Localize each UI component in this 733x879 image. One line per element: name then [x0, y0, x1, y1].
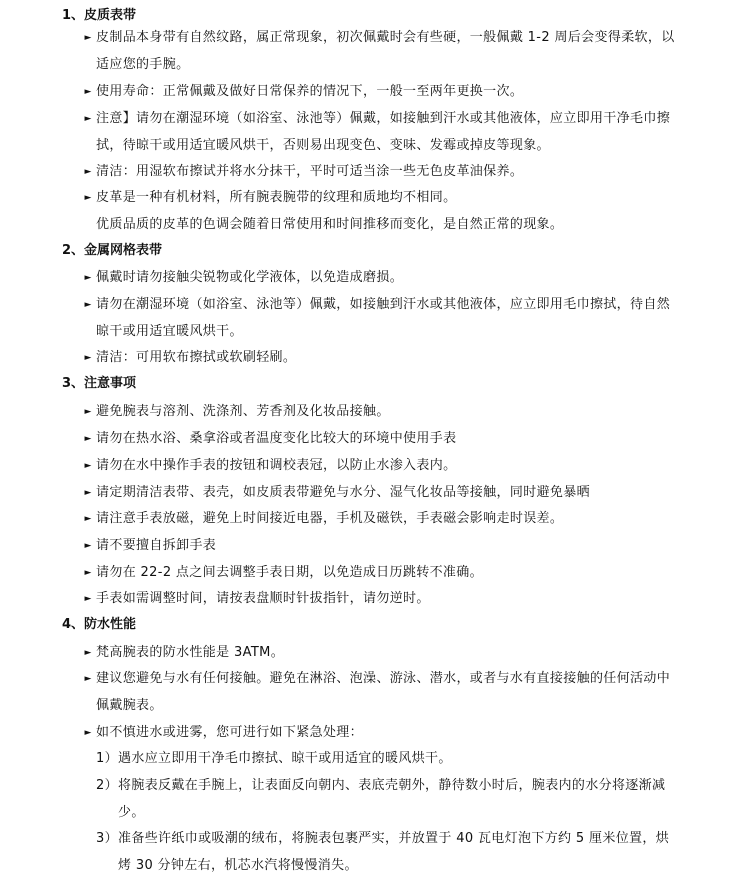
triangle-right-icon: ►	[84, 460, 92, 471]
triangle-right-icon: ►	[84, 513, 92, 524]
triangle-right-icon: ►	[84, 406, 92, 417]
triangle-right-icon: ►	[84, 540, 92, 551]
section-heading-precautions: 3、注意事项	[62, 376, 137, 391]
triangle-right-icon: ►	[84, 487, 92, 498]
triangle-right-icon: ►	[84, 166, 92, 177]
list-item: ► 请不要擅自拆卸手表	[80, 532, 680, 559]
list-item: ► 梵高腕表的防水性能是 3ATM。	[80, 639, 680, 666]
list-item: ► 皮制品本身带有自然纹路，属正常现象，初次佩戴时会有些硬，一般佩戴 1-2 周后会变得柔软，以适应您的手腕。	[80, 24, 680, 78]
list-item: ► 请勿在潮湿环境（如浴室、泳池等）佩戴，如接触到汗水或其他液体，应立即用毛巾擦拭，待自然晾干或用适宜暖风烘干。	[80, 291, 680, 345]
list-item: ► 避免腕表与溶剂、洗涤剂、芳香剂及化妆品接触。	[80, 398, 680, 425]
triangle-right-icon: ►	[84, 32, 92, 43]
list-item: ► 清洁：可用软布擦拭或软刷轻刷。	[80, 344, 680, 371]
triangle-right-icon: ►	[84, 299, 92, 310]
emergency-step: 3） 准备些许纸巾或吸潮的绒布，将腕表包裹严实，并放置于 40 瓦电灯泡下方约 5 厘米位置，烘烤 30 分钟左右，机芯水汽将慢慢消失。	[96, 831, 670, 873]
triangle-right-icon: ►	[84, 272, 92, 283]
triangle-right-icon: ►	[84, 567, 92, 578]
emergency-step: 2） 将腕表反戴在手腕上，让表面反向朝内、表底壳朝外，静待数小时后，腕表内的水分将逐渐减少。	[96, 778, 666, 820]
section-heading-leather-strap: 1、皮质表带	[62, 8, 137, 23]
list-item: ► 请勿在 22-2 点之间去调整手表日期，以免造成日历跳转不准确。	[80, 559, 680, 586]
triangle-right-icon: ►	[84, 433, 92, 444]
triangle-right-icon: ►	[84, 727, 92, 738]
triangle-right-icon: ►	[84, 86, 92, 97]
list-item: ► 手表如需调整时间，请按表盘顺时针拔指针，请勿逆时。	[80, 585, 680, 612]
triangle-right-icon: ►	[84, 352, 92, 363]
section-heading-metal-mesh-strap: 2、金属网格表带	[62, 243, 163, 258]
list-item: ► 请勿在水中操作手表的按钮和调校表冠，以防止水渗入表内。	[80, 452, 680, 479]
list-item: ► 佩戴时请勿接触尖锐物或化学液体，以免造成磨损。	[80, 264, 680, 291]
section-heading-water-resistance: 4、防水性能	[62, 617, 137, 632]
triangle-right-icon: ►	[84, 192, 92, 203]
list-item: ► 如不慎进水或进雾，您可进行如下紧急处理：	[80, 719, 680, 746]
triangle-right-icon: ►	[84, 593, 92, 604]
list-item: ► 请勿在热水浴、桑拿浴或者温度变化比较大的环境中使用手表	[80, 425, 680, 452]
list-item: ► 注意】请勿在潮湿环境（如浴室、泳池等）佩戴，如接触到汗水或其他液体，应立即用干净毛巾擦拭，待晾干或用适宜暖风烘干，否则易出现变色、变味、发霉或掉皮等现象。	[80, 105, 680, 159]
list-item: ► 使用寿命：正常佩戴及做好日常保养的情况下，一般一至两年更换一次。	[80, 78, 680, 105]
list-item: ► 请定期清洁表带、表壳，如皮质表带避免与水分、湿气化妆品等接触，同时避免暴晒	[80, 479, 680, 506]
triangle-right-icon: ►	[84, 113, 92, 124]
list-item: ► 请注意手表放磁，避免上时间接近电器，手机及磁铁，手表磁会影响走时误差。	[80, 505, 680, 532]
list-item: ► 清洁：用湿软布擦试并将水分抹干，平时可适当涂一些无色皮革油保养。	[80, 158, 680, 185]
leather-note: 优质品质的皮革的色调会随着日常使用和时间推移而变化，是自然正常的现象。	[96, 217, 564, 232]
triangle-right-icon: ►	[84, 673, 92, 684]
triangle-right-icon: ►	[84, 647, 92, 658]
list-item: ► 皮革是一种有机材料，所有腕表腕带的纹理和质地均不相同。	[80, 184, 680, 211]
emergency-step: 1） 遇水应立即用干净毛巾擦拭、晾干或用适宜的暖风烘干。	[96, 751, 452, 766]
list-item: ► 建议您避免与水有任何接触。避免在淋浴、泡澡、游泳、潜水，或者与水有直接接触的任何活动中佩戴腕表。	[80, 665, 680, 719]
